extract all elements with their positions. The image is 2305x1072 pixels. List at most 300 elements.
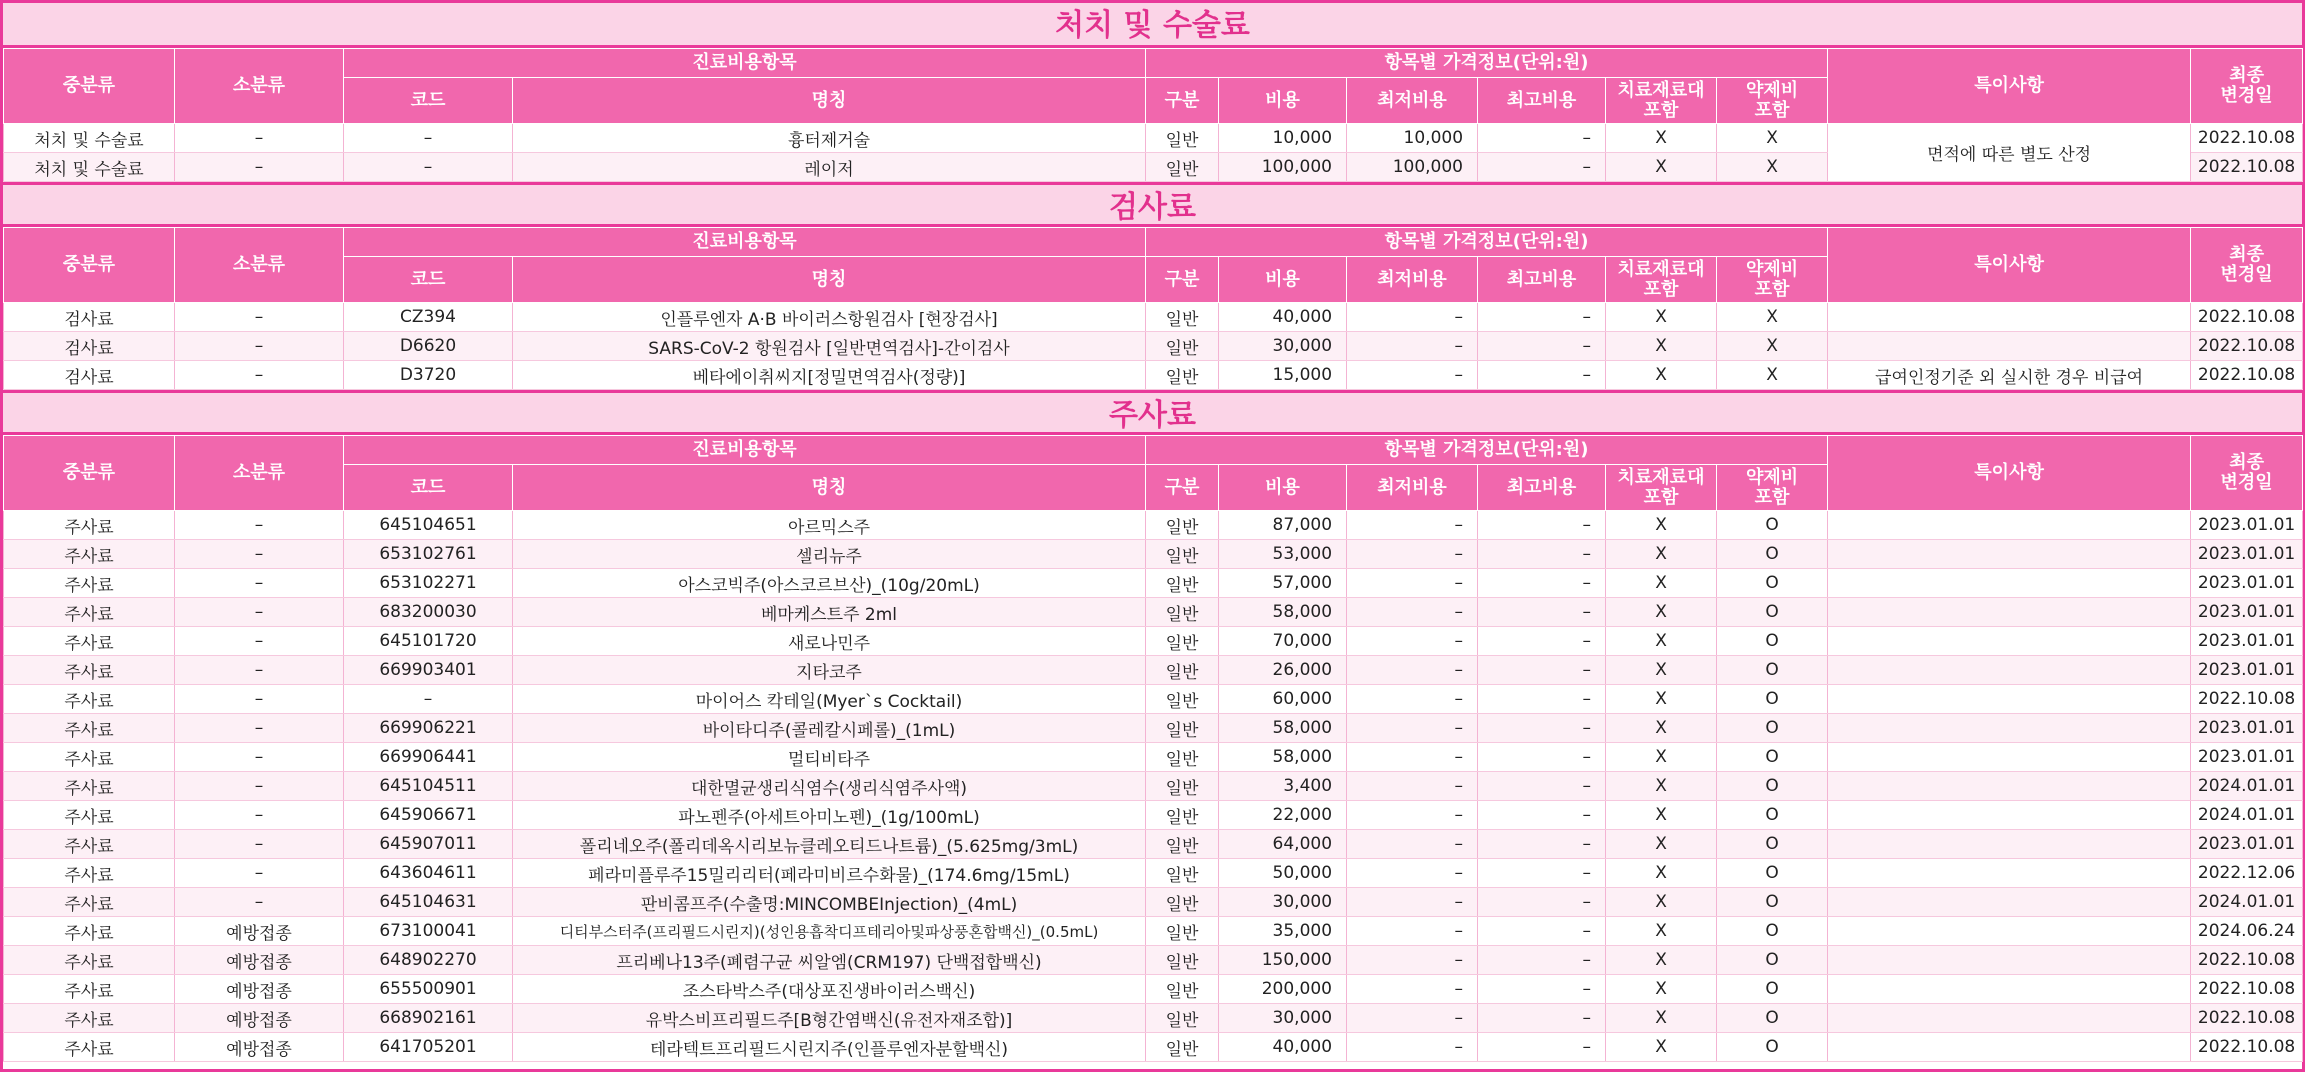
table-row: [4, 569, 2303, 598]
cell-material-included: X: [1606, 888, 1717, 917]
header-code: 코드: [344, 78, 513, 124]
header-mid-category: 중분류: [4, 436, 175, 511]
cell-type: 일반: [1146, 801, 1219, 830]
cell-sub-category: 예방접종: [175, 975, 344, 1004]
header-note: 특이사항: [1828, 228, 2191, 303]
cell-max-cost: –: [1478, 859, 1606, 888]
cell-min-cost: 10,000: [1347, 124, 1478, 153]
cell-last-changed: 2022.10.08: [2191, 361, 2303, 390]
table-row: [4, 627, 2303, 656]
sections-container: [3, 3, 2302, 1062]
cell-drug-included: O: [1717, 1033, 1828, 1062]
header-group-item: 진료비용항목: [344, 49, 1146, 78]
table-row: [4, 917, 2303, 946]
header-group-item: 진료비용항목: [344, 228, 1146, 257]
cell-sub-category: –: [175, 540, 344, 569]
cell-note: [1828, 772, 2191, 801]
cell-max-cost: –: [1478, 332, 1606, 361]
cell-max-cost: –: [1478, 153, 1606, 182]
cell-material-included: X: [1606, 656, 1717, 685]
cell-note: [1828, 656, 2191, 685]
header-cost: 비용: [1219, 78, 1347, 124]
cell-sub-category: –: [175, 153, 344, 182]
cell-min-cost: –: [1347, 656, 1478, 685]
cell-note: 면적에 따른 별도 산정: [1828, 124, 2191, 182]
cell-note: [1828, 917, 2191, 946]
section-title: 검사료: [3, 182, 2302, 227]
header-item-name: 명칭: [513, 465, 1146, 511]
cell-type: 일반: [1146, 361, 1219, 390]
cell-mid-category: 주사료: [4, 569, 175, 598]
cell-code: 669906441: [344, 743, 513, 772]
cell-type: 일반: [1146, 511, 1219, 540]
header-last-changed: 최종 변경일: [2191, 49, 2303, 124]
table-row: [4, 303, 2303, 332]
cell-cost: 10,000: [1219, 124, 1347, 153]
cell-last-changed: 2024.01.01: [2191, 772, 2303, 801]
cell-material-included: X: [1606, 859, 1717, 888]
cell-cost: 3,400: [1219, 772, 1347, 801]
cell-sub-category: 예방접종: [175, 1033, 344, 1062]
cell-sub-category: 예방접종: [175, 946, 344, 975]
cell-min-cost: –: [1347, 859, 1478, 888]
table-row: [4, 888, 2303, 917]
cell-cost: 35,000: [1219, 917, 1347, 946]
cell-cost: 200,000: [1219, 975, 1347, 1004]
cell-sub-category: –: [175, 859, 344, 888]
cell-max-cost: –: [1478, 685, 1606, 714]
table-row: [4, 830, 2303, 859]
cell-min-cost: 100,000: [1347, 153, 1478, 182]
cell-item-name: 아스코빅주(아스코르브산)_(10g/20mL): [513, 569, 1146, 598]
cell-material-included: X: [1606, 714, 1717, 743]
cell-sub-category: –: [175, 361, 344, 390]
cell-mid-category: 주사료: [4, 627, 175, 656]
header-cost: 비용: [1219, 257, 1347, 303]
cell-max-cost: –: [1478, 303, 1606, 332]
header-item-name: 명칭: [513, 78, 1146, 124]
cell-material-included: X: [1606, 124, 1717, 153]
cell-cost: 58,000: [1219, 743, 1347, 772]
cell-mid-category: 주사료: [4, 801, 175, 830]
cell-code: 669903401: [344, 656, 513, 685]
cell-max-cost: –: [1478, 917, 1606, 946]
cell-item-name: 멀티비타주: [513, 743, 1146, 772]
cell-code: 668902161: [344, 1004, 513, 1033]
cell-mid-category: 주사료: [4, 975, 175, 1004]
cell-type: 일반: [1146, 830, 1219, 859]
cell-last-changed: 2022.12.06: [2191, 859, 2303, 888]
header-drug-included: 약제비 포함: [1717, 465, 1828, 511]
header-group-price: 항목별 가격정보(단위:원): [1146, 49, 1828, 78]
cell-mid-category: 주사료: [4, 598, 175, 627]
cell-sub-category: 예방접종: [175, 1004, 344, 1033]
cell-note: [1828, 511, 2191, 540]
cell-item-name: SARS-CoV-2 항원검사 [일반면역검사]-간이검사: [513, 332, 1146, 361]
cell-min-cost: –: [1347, 361, 1478, 390]
cell-type: 일반: [1146, 743, 1219, 772]
cell-drug-included: O: [1717, 598, 1828, 627]
cell-item-name: 지타코주: [513, 656, 1146, 685]
cell-drug-included: O: [1717, 743, 1828, 772]
header-type: 구분: [1146, 78, 1219, 124]
cell-type: 일반: [1146, 540, 1219, 569]
cell-max-cost: –: [1478, 1004, 1606, 1033]
cell-type: 일반: [1146, 332, 1219, 361]
cell-last-changed: 2023.01.01: [2191, 569, 2303, 598]
cell-last-changed: 2023.01.01: [2191, 540, 2303, 569]
header-sub-category: 소분류: [175, 228, 344, 303]
cell-last-changed: 2022.10.08: [2191, 685, 2303, 714]
cell-material-included: X: [1606, 361, 1717, 390]
cell-max-cost: –: [1478, 598, 1606, 627]
cell-item-name: 흉터제거술: [513, 124, 1146, 153]
cell-material-included: X: [1606, 975, 1717, 1004]
cell-cost: 53,000: [1219, 540, 1347, 569]
cell-drug-included: X: [1717, 153, 1828, 182]
cell-drug-included: O: [1717, 714, 1828, 743]
header-group-item: 진료비용항목: [344, 436, 1146, 465]
cell-min-cost: –: [1347, 303, 1478, 332]
cell-mid-category: 검사료: [4, 332, 175, 361]
cell-drug-included: O: [1717, 1004, 1828, 1033]
cell-material-included: X: [1606, 303, 1717, 332]
header-group-price: 항목별 가격정보(단위:원): [1146, 228, 1828, 257]
cell-code: 648902270: [344, 946, 513, 975]
cell-code: 641705201: [344, 1033, 513, 1062]
header-note: 특이사항: [1828, 436, 2191, 511]
cell-type: 일반: [1146, 917, 1219, 946]
cell-type: 일반: [1146, 859, 1219, 888]
cell-type: 일반: [1146, 946, 1219, 975]
cell-cost: 58,000: [1219, 598, 1347, 627]
cell-item-name: 페라미플루주15밀리리터(페라미비르수화물)_(174.6mg/15mL): [513, 859, 1146, 888]
cell-sub-category: –: [175, 332, 344, 361]
header-drug-included: 약제비 포함: [1717, 257, 1828, 303]
cell-last-changed: 2022.10.08: [2191, 124, 2303, 153]
header-note: 특이사항: [1828, 49, 2191, 124]
cell-max-cost: –: [1478, 830, 1606, 859]
cell-last-changed: 2023.01.01: [2191, 743, 2303, 772]
cell-note: [1828, 1004, 2191, 1033]
cell-cost: 100,000: [1219, 153, 1347, 182]
cell-note: [1828, 332, 2191, 361]
cell-type: 일반: [1146, 569, 1219, 598]
cell-sub-category: –: [175, 511, 344, 540]
cell-material-included: X: [1606, 946, 1717, 975]
cell-item-name: 프리베나13주(폐렴구균 씨알엠(CRM197) 단백접합백신): [513, 946, 1146, 975]
cell-code: 645104631: [344, 888, 513, 917]
cell-min-cost: –: [1347, 1004, 1478, 1033]
cell-code: 683200030: [344, 598, 513, 627]
cell-drug-included: O: [1717, 975, 1828, 1004]
cell-item-name: 파노펜주(아세트아미노펜)_(1g/100mL): [513, 801, 1146, 830]
cell-type: 일반: [1146, 975, 1219, 1004]
cell-material-included: X: [1606, 743, 1717, 772]
header-max-cost: 최고비용: [1478, 78, 1606, 124]
cell-last-changed: 2024.01.01: [2191, 888, 2303, 917]
header-min-cost: 최저비용: [1347, 78, 1478, 124]
cell-item-name: 셀리뉴주: [513, 540, 1146, 569]
cell-last-changed: 2024.06.24: [2191, 917, 2303, 946]
cell-mid-category: 주사료: [4, 656, 175, 685]
table-row: [4, 743, 2303, 772]
cell-drug-included: O: [1717, 772, 1828, 801]
cell-max-cost: –: [1478, 975, 1606, 1004]
cell-mid-category: 주사료: [4, 917, 175, 946]
header-mid-category: 중분류: [4, 228, 175, 303]
cell-code: CZ394: [344, 303, 513, 332]
header-material-included: 치료재료대 포함: [1606, 78, 1717, 124]
cell-cost: 40,000: [1219, 1033, 1347, 1062]
cell-min-cost: –: [1347, 830, 1478, 859]
cell-max-cost: –: [1478, 888, 1606, 917]
cell-cost: 22,000: [1219, 801, 1347, 830]
cell-sub-category: –: [175, 656, 344, 685]
cell-sub-category: –: [175, 772, 344, 801]
cell-material-included: X: [1606, 1004, 1717, 1033]
cell-material-included: X: [1606, 772, 1717, 801]
cell-sub-category: –: [175, 685, 344, 714]
cell-note: [1828, 540, 2191, 569]
section-table: [3, 227, 2303, 390]
cell-mid-category: 주사료: [4, 685, 175, 714]
table-row: [4, 685, 2303, 714]
cell-cost: 58,000: [1219, 714, 1347, 743]
cell-last-changed: 2022.10.08: [2191, 332, 2303, 361]
cell-note: [1828, 859, 2191, 888]
table-row: [4, 1004, 2303, 1033]
table-row: [4, 1033, 2303, 1062]
table-row: [4, 772, 2303, 801]
cell-min-cost: –: [1347, 772, 1478, 801]
cell-type: 일반: [1146, 1033, 1219, 1062]
table-row: [4, 598, 2303, 627]
cell-type: 일반: [1146, 714, 1219, 743]
cell-min-cost: –: [1347, 569, 1478, 598]
cell-drug-included: O: [1717, 511, 1828, 540]
cell-min-cost: –: [1347, 801, 1478, 830]
cell-drug-included: O: [1717, 946, 1828, 975]
cell-max-cost: –: [1478, 361, 1606, 390]
header-sub-category: 소분류: [175, 49, 344, 124]
cell-cost: 30,000: [1219, 332, 1347, 361]
header-last-changed: 최종 변경일: [2191, 436, 2303, 511]
cell-item-name: 레이저: [513, 153, 1146, 182]
cell-mid-category: 주사료: [4, 859, 175, 888]
header-mid-category: 중분류: [4, 49, 175, 124]
cell-material-included: X: [1606, 598, 1717, 627]
cell-item-name: 베마케스트주 2ml: [513, 598, 1146, 627]
cell-sub-category: –: [175, 888, 344, 917]
header-sub-category: 소분류: [175, 436, 344, 511]
cell-material-included: X: [1606, 332, 1717, 361]
cell-item-name: 새로나민주: [513, 627, 1146, 656]
cell-drug-included: O: [1717, 685, 1828, 714]
cell-drug-included: X: [1717, 332, 1828, 361]
header-type: 구분: [1146, 465, 1219, 511]
table-row: [4, 656, 2303, 685]
cell-note: [1828, 685, 2191, 714]
cell-drug-included: O: [1717, 569, 1828, 598]
cell-code: 645907011: [344, 830, 513, 859]
cell-mid-category: 주사료: [4, 772, 175, 801]
cell-item-name: 대한멸균생리식염수(생리식염주사액): [513, 772, 1146, 801]
cell-item-name: 마이어스 칵테일(Myer`s Cocktail): [513, 685, 1146, 714]
table-row: [4, 859, 2303, 888]
cell-item-name: 디티부스터주(프리필드시린지)(성인용흡착디프테리아및파상풍혼합백신)_(0.5mL): [513, 917, 1146, 946]
section-table: [3, 435, 2303, 1062]
cell-note: [1828, 743, 2191, 772]
cell-type: 일반: [1146, 303, 1219, 332]
cell-last-changed: 2023.01.01: [2191, 511, 2303, 540]
cell-material-included: X: [1606, 511, 1717, 540]
cell-code: –: [344, 124, 513, 153]
cell-drug-included: O: [1717, 888, 1828, 917]
cell-cost: 30,000: [1219, 888, 1347, 917]
cell-mid-category: 처치 및 수술료: [4, 124, 175, 153]
cell-note: [1828, 714, 2191, 743]
table-row: [4, 946, 2303, 975]
cell-cost: 15,000: [1219, 361, 1347, 390]
cell-max-cost: –: [1478, 627, 1606, 656]
header-drug-included: 약제비 포함: [1717, 78, 1828, 124]
cell-drug-included: X: [1717, 361, 1828, 390]
header-cost: 비용: [1219, 465, 1347, 511]
cell-sub-category: –: [175, 627, 344, 656]
cell-note: 급여인정기준 외 실시한 경우 비급여: [1828, 361, 2191, 390]
cell-max-cost: –: [1478, 772, 1606, 801]
cell-last-changed: 2022.10.08: [2191, 975, 2303, 1004]
cell-cost: 64,000: [1219, 830, 1347, 859]
cell-mid-category: 주사료: [4, 743, 175, 772]
cell-drug-included: O: [1717, 801, 1828, 830]
cell-last-changed: 2022.10.08: [2191, 1004, 2303, 1033]
cell-type: 일반: [1146, 772, 1219, 801]
header-material-included: 치료재료대 포함: [1606, 257, 1717, 303]
cell-last-changed: 2023.01.01: [2191, 656, 2303, 685]
cell-min-cost: –: [1347, 888, 1478, 917]
cell-item-name: 바이타디주(콜레칼시페롤)_(1mL): [513, 714, 1146, 743]
cell-last-changed: 2023.01.01: [2191, 598, 2303, 627]
table-row: [4, 540, 2303, 569]
cell-code: 643604611: [344, 859, 513, 888]
cell-note: [1828, 303, 2191, 332]
cell-cost: 60,000: [1219, 685, 1347, 714]
cell-max-cost: –: [1478, 656, 1606, 685]
cell-code: 645101720: [344, 627, 513, 656]
cell-drug-included: X: [1717, 124, 1828, 153]
cell-code: 645104651: [344, 511, 513, 540]
cell-cost: 30,000: [1219, 1004, 1347, 1033]
cell-last-changed: 2022.10.08: [2191, 303, 2303, 332]
cell-sub-category: –: [175, 714, 344, 743]
cell-code: –: [344, 153, 513, 182]
cell-code: 645906671: [344, 801, 513, 830]
cell-last-changed: 2022.10.08: [2191, 153, 2303, 182]
cell-last-changed: 2022.10.08: [2191, 946, 2303, 975]
cell-note: [1828, 1033, 2191, 1062]
cell-note: [1828, 598, 2191, 627]
header-min-cost: 최저비용: [1347, 465, 1478, 511]
cell-material-included: X: [1606, 917, 1717, 946]
cell-mid-category: 주사료: [4, 1033, 175, 1062]
cell-mid-category: 주사료: [4, 1004, 175, 1033]
cell-material-included: X: [1606, 1033, 1717, 1062]
cell-mid-category: 처치 및 수술료: [4, 153, 175, 182]
cell-material-included: X: [1606, 540, 1717, 569]
cell-max-cost: –: [1478, 124, 1606, 153]
cell-type: 일반: [1146, 1004, 1219, 1033]
cell-cost: 87,000: [1219, 511, 1347, 540]
cell-drug-included: O: [1717, 656, 1828, 685]
cell-max-cost: –: [1478, 1033, 1606, 1062]
cell-min-cost: –: [1347, 975, 1478, 1004]
cell-min-cost: –: [1347, 332, 1478, 361]
table-row: [4, 801, 2303, 830]
cell-material-included: X: [1606, 830, 1717, 859]
cell-sub-category: –: [175, 303, 344, 332]
cell-mid-category: 검사료: [4, 303, 175, 332]
cell-last-changed: 2023.01.01: [2191, 714, 2303, 743]
cell-item-name: 테라텍트프리필드시린지주(인플루엔자분할백신): [513, 1033, 1146, 1062]
header-min-cost: 최저비용: [1347, 257, 1478, 303]
cell-item-name: 판비콤프주(수출명:MINCOMBEInjection)_(4mL): [513, 888, 1146, 917]
cell-min-cost: –: [1347, 714, 1478, 743]
section-title: 처치 및 수술료: [3, 3, 2302, 48]
cell-sub-category: –: [175, 569, 344, 598]
cell-drug-included: O: [1717, 830, 1828, 859]
cell-note: [1828, 975, 2191, 1004]
cell-sub-category: –: [175, 801, 344, 830]
cell-type: 일반: [1146, 627, 1219, 656]
cell-mid-category: 검사료: [4, 361, 175, 390]
cell-code: –: [344, 685, 513, 714]
cell-code: 673100041: [344, 917, 513, 946]
cell-material-included: X: [1606, 153, 1717, 182]
cell-note: [1828, 801, 2191, 830]
cell-max-cost: –: [1478, 511, 1606, 540]
cell-material-included: X: [1606, 569, 1717, 598]
cell-code: 669906221: [344, 714, 513, 743]
header-max-cost: 최고비용: [1478, 257, 1606, 303]
cell-last-changed: 2022.10.08: [2191, 1033, 2303, 1062]
header-material-included: 치료재료대 포함: [1606, 465, 1717, 511]
cell-drug-included: X: [1717, 303, 1828, 332]
cell-code: 655500901: [344, 975, 513, 1004]
cell-item-name: 유박스비프리필드주[B형간염백신(유전자재조합)]: [513, 1004, 1146, 1033]
cell-min-cost: –: [1347, 598, 1478, 627]
header-group-price: 항목별 가격정보(단위:원): [1146, 436, 1828, 465]
cell-material-included: X: [1606, 627, 1717, 656]
cell-max-cost: –: [1478, 946, 1606, 975]
cell-sub-category: –: [175, 830, 344, 859]
cell-type: 일반: [1146, 598, 1219, 627]
cell-item-name: 조스타박스주(대상포진생바이러스백신): [513, 975, 1146, 1004]
cell-mid-category: 주사료: [4, 946, 175, 975]
cell-type: 일반: [1146, 888, 1219, 917]
cell-cost: 26,000: [1219, 656, 1347, 685]
table-row: [4, 332, 2303, 361]
header-type: 구분: [1146, 257, 1219, 303]
cell-max-cost: –: [1478, 801, 1606, 830]
table-row: [4, 714, 2303, 743]
cell-min-cost: –: [1347, 1033, 1478, 1062]
cell-min-cost: –: [1347, 540, 1478, 569]
cell-max-cost: –: [1478, 714, 1606, 743]
cell-type: 일반: [1146, 656, 1219, 685]
cell-mid-category: 주사료: [4, 714, 175, 743]
